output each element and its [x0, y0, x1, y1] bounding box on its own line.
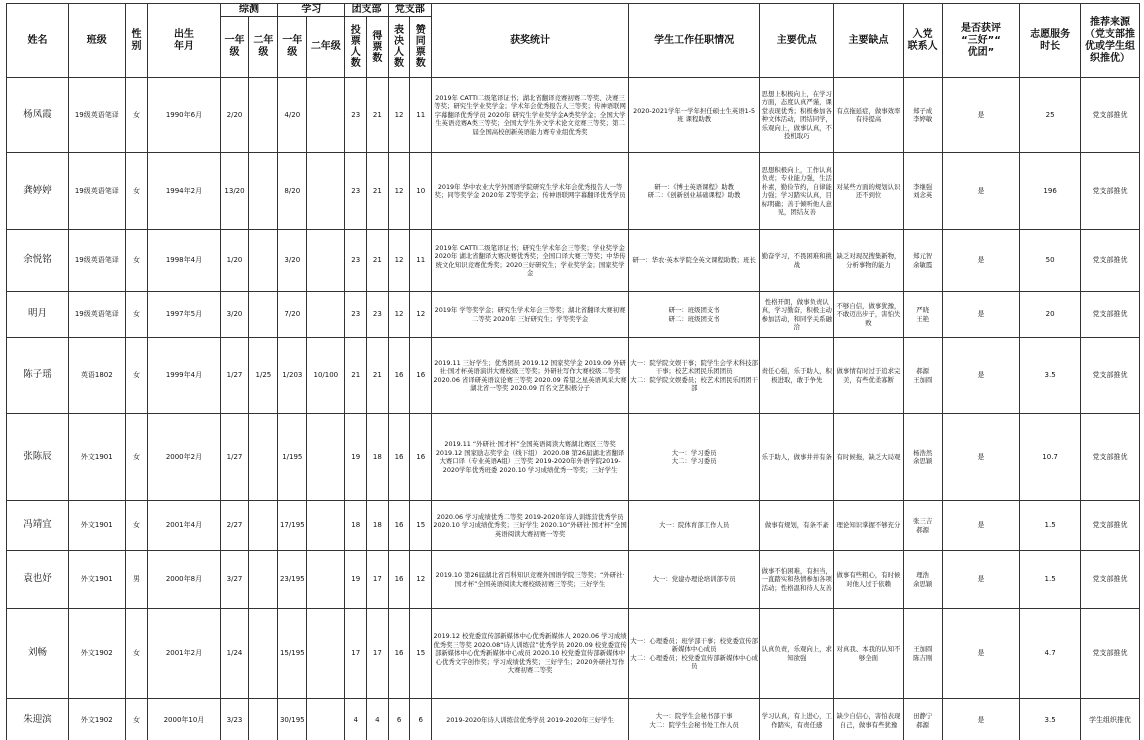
- header-study-year2: 二年级: [307, 17, 345, 78]
- study-year2-cell: [307, 699, 345, 740]
- strengths-cell: 做事有规划，有条不紊: [760, 501, 834, 551]
- name-cell: 张陈辰: [7, 414, 69, 501]
- votes-cell: 17: [367, 609, 389, 699]
- strengths-cell: 勤奋学习，不畏困难和挑战: [760, 230, 834, 292]
- sanhao-cell: 是: [942, 78, 1019, 153]
- table-row: [7, 414, 1140, 501]
- study-year2-cell: [307, 153, 345, 230]
- voters-cell: 18: [345, 501, 367, 551]
- agree-cell: 16: [410, 414, 432, 501]
- contact-cell: 张三吉 郝源: [903, 501, 942, 551]
- posts-cell: 大一：院学生会秘书部干事 大二：院学生会秘书处工作人员: [629, 699, 760, 740]
- sanhao-cell: 是: [942, 699, 1019, 740]
- volunteer-cell: 10.7: [1020, 414, 1081, 501]
- contact-cell: 郑元智 余敏霞: [903, 230, 942, 292]
- table-row: [7, 230, 1140, 292]
- source-cell: 党支部推优: [1081, 501, 1140, 551]
- birth-cell: 1998年4月: [148, 230, 220, 292]
- voters-cell: 23: [345, 153, 367, 230]
- gender-cell: 女: [125, 230, 148, 292]
- contact-cell: 郝源 王加圆: [903, 338, 942, 414]
- table-row: [7, 551, 1140, 609]
- header-sanhao: 是否获评 “三好”“ 优团”: [942, 4, 1019, 78]
- agree-cell: 15: [410, 501, 432, 551]
- table-row: [7, 153, 1140, 230]
- sanhao-cell: 是: [942, 501, 1019, 551]
- weaknesses-cell: 理论知识掌握不够充分: [834, 501, 903, 551]
- comp-year1-cell: 1/24: [220, 609, 249, 699]
- header-decision: 表 决 人 数: [388, 17, 410, 78]
- birth-cell: 1990年6月: [148, 78, 220, 153]
- comp-year1-cell: 13/20: [220, 153, 249, 230]
- header-gender: 性别: [125, 4, 148, 78]
- comp-year2-cell: [249, 609, 278, 699]
- class-cell: 19级英语笔译: [68, 78, 125, 153]
- sanhao-cell: 是: [942, 230, 1019, 292]
- volunteer-cell: 1.5: [1020, 501, 1081, 551]
- votes-cell: 21: [367, 78, 389, 153]
- name-cell: 刘畅: [7, 609, 69, 699]
- header-study-year1: 一年 级: [278, 17, 307, 78]
- weaknesses-cell: 做事情有时过于追求完美，有些优柔寡断: [834, 338, 903, 414]
- source-cell: 党支部推优: [1081, 609, 1140, 699]
- header-class: 班级: [68, 4, 125, 78]
- comp-year1-cell: 2/27: [220, 501, 249, 551]
- volunteer-cell: 3.5: [1020, 699, 1081, 740]
- study-year2-cell: [307, 414, 345, 501]
- strengths-cell: 认真负责，乐观向上，求知欲强: [760, 609, 834, 699]
- header-contact: 入党 联系人: [903, 4, 942, 78]
- sanhao-cell: 是: [942, 292, 1019, 338]
- birth-cell: 2000年2月: [148, 414, 220, 501]
- study-year2-cell: 10/100: [307, 338, 345, 414]
- contact-cell: 李继强 刘念英: [903, 153, 942, 230]
- study-year1-cell: 1/195: [278, 414, 307, 501]
- votes-cell: 18: [367, 501, 389, 551]
- source-cell: 党支部推优: [1081, 153, 1140, 230]
- voters-cell: 21: [345, 338, 367, 414]
- strengths-cell: 乐于助人，做事井井有条: [760, 414, 834, 501]
- sanhao-cell: 是: [942, 414, 1019, 501]
- name-cell: 陈子瑶: [7, 338, 69, 414]
- volunteer-cell: 50: [1020, 230, 1081, 292]
- decision-cell: 16: [388, 414, 410, 501]
- agree-cell: 16: [410, 338, 432, 414]
- awards-cell: 2019年 CATTI二级笔译证书；湖北省翻译竞赛初赛二等奖、决赛三等奖；研究生学业奖学金；学术年会优秀报告人三等奖；传神语联网字幕翻译优秀学员 2020年 研究生学业奖学金A类奖学金；全国大学生英语竞赛A类三等奖；全国大学生外文学术论文竞赛三等奖；第二届全国高校创新英语能力赛专业组优秀奖: [432, 78, 629, 153]
- table-row: [7, 699, 1140, 740]
- header-awards: 获奖统计: [432, 4, 629, 78]
- awards-cell: 2019.11 “外研社·国才杯”全国英语阅读大赛湖北赛区三等奖 2019.12 国家励志奖学金（线下组） 2020.08 第26届湖北省翻译大赛口译（专业英语A组）三等奖 2019-2020年外语学院2019-2020学年优秀班委 2020.10 学习成绩优秀一等奖；三好学生: [432, 414, 629, 501]
- voters-cell: 17: [345, 609, 367, 699]
- birth-cell: 2001年4月: [148, 501, 220, 551]
- class-cell: 外文1901: [68, 501, 125, 551]
- awards-cell: 2019-2020年诗人训练营优秀学员 2019-2020年三好学生: [432, 699, 629, 740]
- class-cell: 外文1901: [68, 414, 125, 501]
- contact-cell: 杨浩然 余思颖: [903, 414, 942, 501]
- gender-cell: 女: [125, 699, 148, 740]
- voters-cell: 23: [345, 292, 367, 338]
- awards-cell: 2019年 学等奖学金；研究生学术年会三等奖；湖北省翻译大赛初赛二等奖 2020年 三好研究生；学等奖学金: [432, 292, 629, 338]
- votes-cell: 4: [367, 699, 389, 740]
- gender-cell: 男: [125, 551, 148, 609]
- study-year1-cell: 1/203: [278, 338, 307, 414]
- posts-cell: 大一：院学院文娱干事；院学生会学术科技部干事；校艺术团民乐团团员 大二：院学院文娱委员；校艺术团民乐团团干部: [629, 338, 760, 414]
- posts-cell: 大一：心理委员；班学部干事；校党委宣传部新媒体中心成员 大二：心理委员；校党委宣传部新媒体中心成员: [629, 609, 760, 699]
- class-cell: 外文1901: [68, 551, 125, 609]
- name-cell: 余悦铭: [7, 230, 69, 292]
- votes-cell: 21: [367, 230, 389, 292]
- comp-year1-cell: 1/27: [220, 414, 249, 501]
- table-row: [7, 338, 1140, 414]
- candidate-table: [6, 3, 1140, 740]
- agree-cell: 15: [410, 609, 432, 699]
- study-year1-cell: 8/20: [278, 153, 307, 230]
- decision-cell: 12: [388, 230, 410, 292]
- study-year2-cell: [307, 501, 345, 551]
- header-volunteer: 志愿服务 时长: [1020, 4, 1081, 78]
- source-cell: 党支部推优: [1081, 292, 1140, 338]
- voters-cell: 4: [345, 699, 367, 740]
- header-birth: 出生 年月: [148, 4, 220, 78]
- birth-cell: 2000年10月: [148, 699, 220, 740]
- study-year1-cell: 30/195: [278, 699, 307, 740]
- source-cell: 党支部推优: [1081, 414, 1140, 501]
- weaknesses-cell: 有点拖延症，做事效率有待提高: [834, 78, 903, 153]
- header-strengths: 主要优点: [760, 4, 834, 78]
- name-cell: 袁也妤: [7, 551, 69, 609]
- votes-cell: 21: [367, 338, 389, 414]
- agree-cell: 11: [410, 78, 432, 153]
- birth-cell: 1999年4月: [148, 338, 220, 414]
- awards-cell: 2019年 CATTI二级笔译证书；研究生学术年会三等奖；学业奖学金 2020年 湖北省翻译大赛决赛优秀奖；全国口译大赛三等奖；中华传统文化知识竞赛优秀奖；2020三好研究生；学业奖学金；国家奖学金: [432, 230, 629, 292]
- class-cell: 英语1802: [68, 338, 125, 414]
- volunteer-cell: 3.5: [1020, 338, 1081, 414]
- decision-cell: 16: [388, 609, 410, 699]
- header-source: 推荐来源 （党支部推 优或学生组 织推优）: [1081, 4, 1140, 78]
- voters-cell: 23: [345, 78, 367, 153]
- study-year1-cell: 23/195: [278, 551, 307, 609]
- source-cell: 党支部推优: [1081, 78, 1140, 153]
- source-cell: 党支部推优: [1081, 230, 1140, 292]
- comp-year1-cell: 1/27: [220, 338, 249, 414]
- volunteer-cell: 196: [1020, 153, 1081, 230]
- study-year1-cell: 3/20: [278, 230, 307, 292]
- gender-cell: 女: [125, 338, 148, 414]
- comp-year2-cell: [249, 551, 278, 609]
- contact-cell: 理浩 余思颖: [903, 551, 942, 609]
- comp-year2-cell: [249, 153, 278, 230]
- weaknesses-cell: 有时候拖，缺乏大局观: [834, 414, 903, 501]
- table-row: [7, 501, 1140, 551]
- decision-cell: 6: [388, 699, 410, 740]
- header-agree: 赞 同 票 数: [410, 17, 432, 78]
- birth-cell: 2000年8月: [148, 551, 220, 609]
- agree-cell: 11: [410, 230, 432, 292]
- table-body: [7, 78, 1140, 740]
- volunteer-cell: 20: [1020, 292, 1081, 338]
- votes-cell: 17: [367, 551, 389, 609]
- header-votes: 得 票 数: [367, 17, 389, 78]
- sanhao-cell: 是: [942, 153, 1019, 230]
- agree-cell: 12: [410, 292, 432, 338]
- posts-cell: 研一：班级团支书 研二：班级团支书: [629, 292, 760, 338]
- posts-cell: 大一：学习委员 大二：学习委员: [629, 414, 760, 501]
- sanhao-cell: 是: [942, 338, 1019, 414]
- header-comp-year1: 一年 级: [220, 17, 249, 78]
- votes-cell: 18: [367, 414, 389, 501]
- sanhao-cell: 是: [942, 551, 1019, 609]
- study-year2-cell: [307, 609, 345, 699]
- table-row: [7, 78, 1140, 153]
- study-year2-cell: [307, 292, 345, 338]
- class-cell: 19级英语笔译: [68, 292, 125, 338]
- gender-cell: 女: [125, 153, 148, 230]
- header-posts: 学生工作任职情况: [629, 4, 760, 78]
- header-group-party: 党支部: [388, 4, 431, 17]
- weaknesses-cell: 不够自信，做事犹豫，不敢迈出步子，害怕失败: [834, 292, 903, 338]
- volunteer-cell: 4.7: [1020, 609, 1081, 699]
- class-cell: 外文1902: [68, 609, 125, 699]
- decision-cell: 12: [388, 292, 410, 338]
- weaknesses-cell: 做事有些粗心，有时候对他人过于依赖: [834, 551, 903, 609]
- voters-cell: 19: [345, 414, 367, 501]
- comp-year2-cell: [249, 230, 278, 292]
- contact-cell: 田静宁 郝源: [903, 699, 942, 740]
- contact-cell: 严晓 王艳: [903, 292, 942, 338]
- strengths-cell: 责任心强，乐于助人，积极进取，敢于争先: [760, 338, 834, 414]
- comp-year1-cell: 3/27: [220, 551, 249, 609]
- strengths-cell: 做事不怕困难，有担当，一直踏实和热情参加各项活动；性格温和待人友善: [760, 551, 834, 609]
- volunteer-cell: 25: [1020, 78, 1081, 153]
- table-row: [7, 292, 1140, 338]
- header-weaknesses: 主要缺点: [834, 4, 903, 78]
- decision-cell: 16: [388, 338, 410, 414]
- sanhao-cell: 是: [942, 609, 1019, 699]
- awards-cell: 2019.12 校党委宣传部新媒体中心优秀新媒体人 2020.06 学习成绩优秀奖三等奖 2020.08“诗人训练营”优秀学员 2020.09 校党委宣传部新媒体中心优秀新媒体中心成员 2020.10 校党委宣传部新媒体中心优秀文字创作奖；学习成绩优秀奖；三好学生；2020外研社写作大赛初赛二等奖: [432, 609, 629, 699]
- comp-year2-cell: [249, 78, 278, 153]
- table-row: [7, 609, 1140, 699]
- gender-cell: 女: [125, 609, 148, 699]
- comp-year2-cell: [249, 414, 278, 501]
- study-year2-cell: [307, 78, 345, 153]
- class-cell: 外文1902: [68, 699, 125, 740]
- posts-cell: 大一：党建办理论培训部专员: [629, 551, 760, 609]
- weaknesses-cell: 对真我、本我的认知不够全面: [834, 609, 903, 699]
- name-cell: 明月: [7, 292, 69, 338]
- decision-cell: 16: [388, 501, 410, 551]
- study-year1-cell: 17/195: [278, 501, 307, 551]
- header-name: 姓名: [7, 4, 69, 78]
- source-cell: 党支部推优: [1081, 338, 1140, 414]
- strengths-cell: 学习认真，有上进心，工作踏实，有责任感: [760, 699, 834, 740]
- awards-cell: 2020.06 学习成绩优秀二等奖 2019-2020年诗人训练营优秀学员 2020.10 学习成绩优秀奖；三好学生 2020.10“外研社·国才杯”全国英语阅读大赛初赛一等奖: [432, 501, 629, 551]
- header-voters: 投 票 人 数: [345, 17, 367, 78]
- gender-cell: 女: [125, 414, 148, 501]
- gender-cell: 女: [125, 501, 148, 551]
- voters-cell: 23: [345, 230, 367, 292]
- strengths-cell: 性格开朗，做事负责认真，学习勤奋，积极主动参加活动，和同学关系融洽: [760, 292, 834, 338]
- class-cell: 19级英语笔译: [68, 230, 125, 292]
- study-year1-cell: 4/20: [278, 78, 307, 153]
- name-cell: 朱迎滨: [7, 699, 69, 740]
- source-cell: 党支部推优: [1081, 551, 1140, 609]
- header-group-study: 学习: [278, 4, 345, 17]
- header-group-comprehensive: 综测: [220, 4, 278, 17]
- study-year2-cell: [307, 230, 345, 292]
- gender-cell: 女: [125, 78, 148, 153]
- posts-cell: 2020-2021学年一学年担任硕士生英语1-5班 课程助教: [629, 78, 760, 153]
- gender-cell: 女: [125, 292, 148, 338]
- birth-cell: 1994年2月: [148, 153, 220, 230]
- voters-cell: 19: [345, 551, 367, 609]
- posts-cell: 研一：华农·英本学院全英文课程助教；班长: [629, 230, 760, 292]
- source-cell: 学生组织推优: [1081, 699, 1140, 740]
- birth-cell: 1997年5月: [148, 292, 220, 338]
- birth-cell: 2001年2月: [148, 609, 220, 699]
- comp-year2-cell: 1/25: [249, 338, 278, 414]
- study-year1-cell: 7/20: [278, 292, 307, 338]
- weaknesses-cell: 缺少自信心，害怕表现自己，做事有些犹豫: [834, 699, 903, 740]
- study-year1-cell: 15/195: [278, 609, 307, 699]
- votes-cell: 21: [367, 153, 389, 230]
- decision-cell: 12: [388, 153, 410, 230]
- class-cell: 19级英语笔译: [68, 153, 125, 230]
- votes-cell: 23: [367, 292, 389, 338]
- agree-cell: 10: [410, 153, 432, 230]
- strengths-cell: 思想积极向上，工作认真负责；专业能力强，生活朴素，勤俭节约，自律能力强；学习踏实认真，目标明确；善于倾听他人意见，团结友善: [760, 153, 834, 230]
- decision-cell: 12: [388, 78, 410, 153]
- comp-year1-cell: 3/23: [220, 699, 249, 740]
- awards-cell: 2019.10 第26届湖北省百科知识竞赛外国语学院三等奖；“外研社·国才杯”全国英语阅读大赛校级初赛三等奖；三好学生: [432, 551, 629, 609]
- weaknesses-cell: 缺乏对现况搜集新物，分析事物的能力: [834, 230, 903, 292]
- comp-year2-cell: [249, 501, 278, 551]
- header-group-league: 团支部: [345, 4, 388, 17]
- agree-cell: 6: [410, 699, 432, 740]
- volunteer-cell: 1.5: [1020, 551, 1081, 609]
- posts-cell: 大一：院体育部工作人员: [629, 501, 760, 551]
- name-cell: 龚婷婷: [7, 153, 69, 230]
- contact-cell: 郑子成 李婷敏: [903, 78, 942, 153]
- comp-year2-cell: [249, 699, 278, 740]
- comp-year2-cell: [249, 292, 278, 338]
- awards-cell: 2019.11 三好学生；优秀团员 2019.12 国家奖学金 2019.09 外研社·国才杯英语演讲大赛校级三等奖；外研社写作大赛校级二等奖 2020.06 省译研英语议论赛三等奖 2020.09 希望之星英语风采大赛湖北省一等奖 2020.09 百名文艺积极分子: [432, 338, 629, 414]
- contact-cell: 王加圆 陈吉刚: [903, 609, 942, 699]
- agree-cell: 12: [410, 551, 432, 609]
- header-comp-year2: 二年 级: [249, 17, 278, 78]
- strengths-cell: 思想上积极向上，在学习方面，态度认真严谨，课堂表现优秀；积极参加各种文体活动，团结同学，乐观向上，做事认真，不投机取巧: [760, 78, 834, 153]
- weaknesses-cell: 对某些方面的规划认识还不到位: [834, 153, 903, 230]
- awards-cell: 2019年 华中农业大学外国语学院研究生学术年会优秀报告人一等奖；同等奖学金 2020年 Z等奖学金；传神语联网字幕翻译优秀学员: [432, 153, 629, 230]
- name-cell: 杨凤霞: [7, 78, 69, 153]
- comp-year1-cell: 1/20: [220, 230, 249, 292]
- name-cell: 冯靖宜: [7, 501, 69, 551]
- study-year2-cell: [307, 551, 345, 609]
- comp-year1-cell: 3/20: [220, 292, 249, 338]
- posts-cell: 研一：《博士英语课程》助教 研二：《创新创业基础课程》助教: [629, 153, 760, 230]
- decision-cell: 16: [388, 551, 410, 609]
- comp-year1-cell: 2/20: [220, 78, 249, 153]
